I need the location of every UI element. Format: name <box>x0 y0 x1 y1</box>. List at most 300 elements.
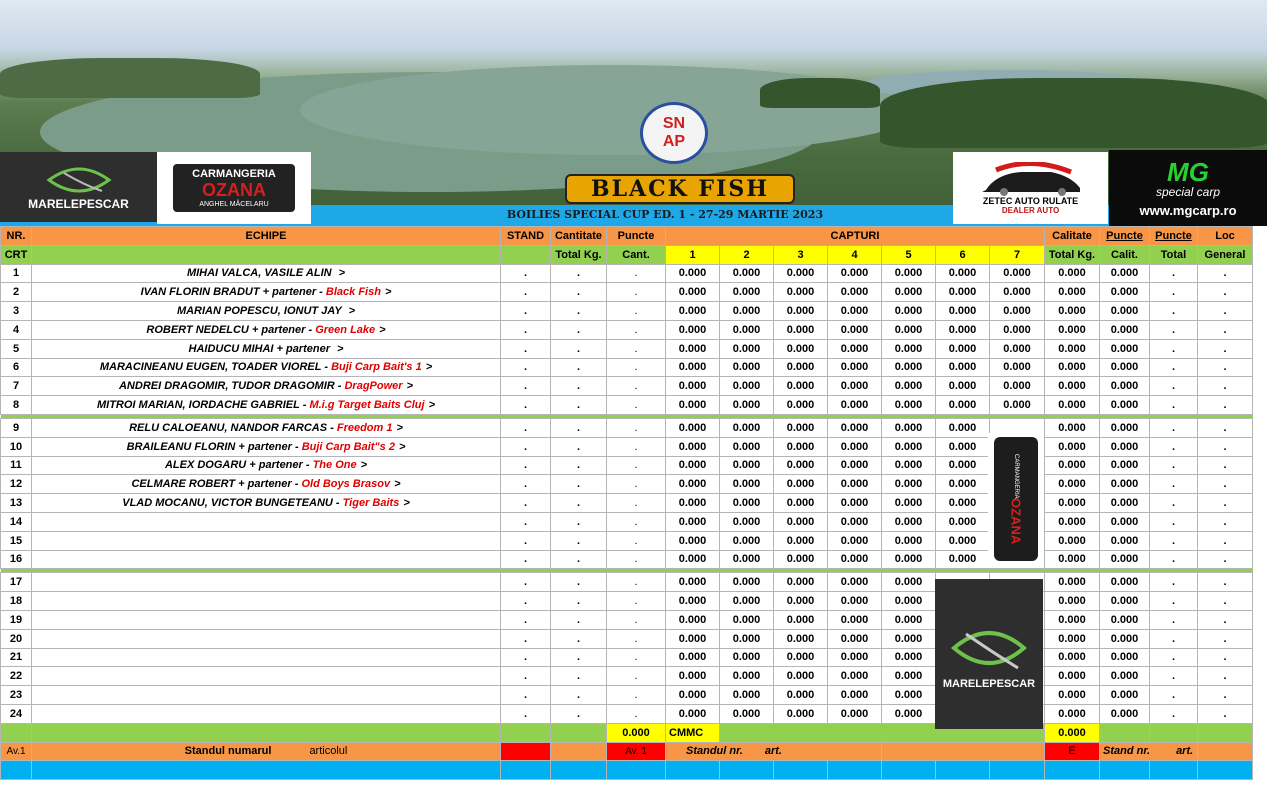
capture-cell: 0.000 <box>828 456 882 475</box>
calitate-cell: 0.000 <box>1045 377 1100 396</box>
cantitate-cell: . <box>551 686 607 705</box>
loc-cell: . <box>1198 377 1253 396</box>
stand-cell: . <box>501 667 551 686</box>
capture-cell: 0.000 <box>774 475 828 494</box>
capture-cell: 0.000 <box>828 396 882 415</box>
table-row <box>1 648 1253 667</box>
loc-cell: . <box>1198 494 1253 513</box>
capture-cell: 0.000 <box>774 437 828 456</box>
loc-cell: . <box>1198 531 1253 550</box>
total-empty <box>1198 723 1253 742</box>
stand-cell: . <box>501 704 551 723</box>
capture-cell: 0.000 <box>774 686 828 705</box>
calitate-cell: 0.000 <box>1045 512 1100 531</box>
row-number: 1 <box>1 264 32 283</box>
row-number: 5 <box>1 339 32 358</box>
calitate-cell: 0.000 <box>1045 667 1100 686</box>
row-number: 17 <box>1 573 32 592</box>
table-row <box>1 456 1253 475</box>
stand-cell: . <box>501 592 551 611</box>
bottom-cell <box>1150 761 1198 780</box>
arrow-icon: > <box>403 497 410 510</box>
capture-cell: 0.000 <box>882 339 936 358</box>
stand-cell: . <box>501 686 551 705</box>
team-cell <box>32 573 501 592</box>
stand-cell: . <box>501 264 551 283</box>
capture-cell: 0.000 <box>828 418 882 437</box>
ozana-table-logo <box>988 433 1044 568</box>
stand-cell: . <box>501 475 551 494</box>
calitate-cell: 0.000 <box>1045 531 1100 550</box>
team-members: MIHAI VALCA, VASILE ALIN <box>186 267 335 280</box>
sinap-logo <box>640 102 708 164</box>
capture-cell: 0.000 <box>720 437 774 456</box>
puncte-cell: . <box>607 456 666 475</box>
header-row-1 <box>1 227 1253 246</box>
total-empty <box>551 723 607 742</box>
capture-cell: 0.000 <box>666 302 720 321</box>
capture-cell: 0.000 <box>882 704 936 723</box>
loc-cell: . <box>1198 475 1253 494</box>
puncte-calit-cell: 0.000 <box>1100 573 1150 592</box>
capture-cell: 0.000 <box>882 320 936 339</box>
articolul: articolul <box>309 745 348 758</box>
capture-cell: 0.000 <box>882 629 936 648</box>
arrow-icon: > <box>338 267 346 280</box>
team-cell <box>32 610 501 629</box>
team-cell <box>32 320 501 339</box>
team-members: ALEX DOGARU + partener - <box>164 459 313 472</box>
calitate-cell: 0.000 <box>1045 264 1100 283</box>
capture-cell: 0.000 <box>666 377 720 396</box>
calitate-cell: 0.000 <box>1045 302 1100 321</box>
capture-cell: 0.000 <box>666 283 720 302</box>
puncte-cell: . <box>607 550 666 569</box>
row-number: 8 <box>1 396 32 415</box>
calitate-cell: 0.000 <box>1045 573 1100 592</box>
capture-cell: 0.000 <box>828 531 882 550</box>
mg-line3: www.mgcarp.ro <box>1139 202 1237 218</box>
capture-cell: 0.000 <box>666 592 720 611</box>
team-cell <box>32 667 501 686</box>
loc-cell: . <box>1198 686 1253 705</box>
team-name: M.i.g Target Baits Cluj <box>309 399 425 412</box>
header-capture-6: 6 <box>936 245 990 264</box>
puncte-calit-cell: 0.000 <box>1100 283 1150 302</box>
puncte-calit-cell: 0.000 <box>1100 704 1150 723</box>
capture-cell: 0.000 <box>720 418 774 437</box>
table-row <box>1 418 1253 437</box>
table-row <box>1 396 1253 415</box>
table-row <box>1 573 1253 592</box>
zetec-logo <box>953 152 1108 224</box>
table-row <box>1 667 1253 686</box>
bottom-cell <box>936 761 990 780</box>
standul-label <box>32 742 501 761</box>
carmangeria-line3: ANGHEL MĂCELARU <box>199 201 269 208</box>
calitate-cell: 0.000 <box>1045 550 1100 569</box>
table-row <box>1 531 1253 550</box>
capture-cell: 0.000 <box>882 610 936 629</box>
capture-cell: 0.000 <box>882 283 936 302</box>
capture-cell: 0.000 <box>720 320 774 339</box>
puncte-calit-cell: 0.000 <box>1100 648 1150 667</box>
capture-cell: 0.000 <box>666 339 720 358</box>
team-members: IVAN FLORIN BRADUT + partener - <box>140 286 326 299</box>
puncte-calit-cell: 0.000 <box>1100 377 1150 396</box>
puncte-calit-cell: 0.000 <box>1100 396 1150 415</box>
capture-cell: 0.000 <box>882 494 936 513</box>
cantitate-cell: . <box>551 302 607 321</box>
team-members: RELU CALOEANU, NANDOR FARCAS - <box>129 421 337 434</box>
bottom-cell <box>551 761 607 780</box>
puncte-cell: . <box>607 302 666 321</box>
row-number: 22 <box>1 667 32 686</box>
table-row <box>1 475 1253 494</box>
marele-pescar-table-logo <box>935 579 1043 729</box>
capture-cell: 0.000 <box>936 456 990 475</box>
team-members: MARIAN POPESCU, IONUT JAY <box>176 305 345 318</box>
puncte-calit-cell: 0.000 <box>1100 686 1150 705</box>
calitate-cell: 0.000 <box>1045 320 1100 339</box>
capture-cell: 0.000 <box>936 377 990 396</box>
capture-cell: 0.000 <box>720 610 774 629</box>
stand-cell: . <box>501 358 551 377</box>
bottom-cell <box>990 761 1045 780</box>
loc-cell: . <box>1198 550 1253 569</box>
loc-cell: . <box>1198 339 1253 358</box>
total-cell: . <box>1150 573 1198 592</box>
team-cell <box>32 302 501 321</box>
footer-row <box>1 742 1253 761</box>
av1b-label: Av. 1 <box>607 742 666 761</box>
art: art. <box>764 745 782 758</box>
cantitate-cell: . <box>551 494 607 513</box>
capture-cell: 0.000 <box>720 494 774 513</box>
capture-cell: 0.000 <box>936 358 990 377</box>
capture-cell: 0.000 <box>882 377 936 396</box>
capture-cell: 0.000 <box>882 437 936 456</box>
arrow-icon: > <box>398 440 406 453</box>
capture-cell: 0.000 <box>774 418 828 437</box>
arrow-icon: > <box>428 399 435 412</box>
puncte-calit-cell: 0.000 <box>1100 475 1150 494</box>
mg-logo <box>1109 150 1267 226</box>
cantitate-cell: . <box>551 377 607 396</box>
bottom-cell <box>774 761 828 780</box>
carmangeria-line2: OZANA <box>202 180 266 200</box>
capture-cell: 0.000 <box>990 283 1045 302</box>
capture-cell: 0.000 <box>666 264 720 283</box>
loc-cell: . <box>1198 302 1253 321</box>
capture-cell: 0.000 <box>666 550 720 569</box>
cantitate-cell: . <box>551 531 607 550</box>
header-capture-2: 2 <box>720 245 774 264</box>
capture-cell: 0.000 <box>774 629 828 648</box>
capture-cell: 0.000 <box>882 358 936 377</box>
capture-cell: 0.000 <box>882 686 936 705</box>
cmmc-label: CMMC <box>666 723 720 742</box>
stand-cell: . <box>501 573 551 592</box>
team-cell <box>32 437 501 456</box>
capture-cell: 0.000 <box>828 512 882 531</box>
capture-cell: 0.000 <box>828 648 882 667</box>
stand-cell: . <box>501 437 551 456</box>
team-name: Tiger Baits <box>342 497 400 510</box>
team-members: MARACINEANU EUGEN, TOADER VIOREL - <box>99 361 332 374</box>
header-capture-4: 4 <box>828 245 882 264</box>
team-cell <box>32 629 501 648</box>
capture-cell: 0.000 <box>936 302 990 321</box>
header-total: Total <box>1150 245 1198 264</box>
stand-cell: . <box>501 396 551 415</box>
puncte-cell: . <box>607 418 666 437</box>
capture-cell: 0.000 <box>774 283 828 302</box>
capture-cell: 0.000 <box>666 704 720 723</box>
puncte-cell: . <box>607 264 666 283</box>
loc-cell: . <box>1198 573 1253 592</box>
cantitate-cell: . <box>551 437 607 456</box>
capture-cell: 0.000 <box>774 550 828 569</box>
arrow-icon: > <box>379 323 386 336</box>
table-row <box>1 377 1253 396</box>
team-cell <box>32 264 501 283</box>
puncte-calit-cell: 0.000 <box>1100 494 1150 513</box>
capture-cell: 0.000 <box>720 573 774 592</box>
team-members: MITROI MARIAN, IORDACHE GABRIEL - <box>96 399 310 412</box>
capture-cell: 0.000 <box>666 494 720 513</box>
capture-cell: 0.000 <box>774 512 828 531</box>
arrow-icon: > <box>394 478 401 491</box>
table-row <box>1 629 1253 648</box>
puncte-cell: . <box>607 377 666 396</box>
puncte-calit-cell: 0.000 <box>1100 320 1150 339</box>
header-capture-3: 3 <box>774 245 828 264</box>
capture-cell: 0.000 <box>774 573 828 592</box>
stand-cell: . <box>501 320 551 339</box>
capture-cell: 0.000 <box>720 686 774 705</box>
capture-cell: 0.000 <box>882 531 936 550</box>
total-cell: . <box>1150 667 1198 686</box>
loc-cell: . <box>1198 704 1253 723</box>
table-row <box>1 686 1253 705</box>
puncte-cell: . <box>607 686 666 705</box>
puncte-cell: . <box>607 396 666 415</box>
fish-icon <box>44 163 114 197</box>
puncte-calit-cell: 0.000 <box>1100 456 1150 475</box>
team-name: Freedom 1 <box>336 421 393 434</box>
header-capture-5: 5 <box>882 245 936 264</box>
tree-line <box>760 78 880 108</box>
capture-cell: 0.000 <box>828 475 882 494</box>
stand-cell: . <box>501 550 551 569</box>
bottom-row <box>1 761 1253 780</box>
stand-cell: . <box>501 377 551 396</box>
capture-cell: 0.000 <box>774 667 828 686</box>
capture-cell: 0.000 <box>666 667 720 686</box>
e-label: E <box>1045 742 1100 761</box>
capture-cell: 0.000 <box>882 648 936 667</box>
capture-cell: 0.000 <box>828 358 882 377</box>
row-number: 6 <box>1 358 32 377</box>
team-members: ANDREI DRAGOMIR, TUDOR DRAGOMIR - <box>118 380 345 393</box>
total-empty <box>1150 723 1198 742</box>
capture-cell: 0.000 <box>990 264 1045 283</box>
calitate-cell: 0.000 <box>1045 358 1100 377</box>
cantitate-cell: . <box>551 573 607 592</box>
capture-cell: 0.000 <box>828 550 882 569</box>
marele-pescar-text: MARELEPESCAR <box>28 197 129 211</box>
puncte-cell: . <box>607 573 666 592</box>
team-cell <box>32 358 501 377</box>
capture-cell: 0.000 <box>990 302 1045 321</box>
loc-cell: . <box>1198 264 1253 283</box>
cantitate-cell: . <box>551 283 607 302</box>
row-number: 13 <box>1 494 32 513</box>
carmangeria-line1: CARMANGERIA <box>192 168 276 180</box>
art2: art. <box>1176 745 1194 758</box>
footer-empty <box>882 742 1045 761</box>
capture-cell: 0.000 <box>936 264 990 283</box>
arrow-icon: > <box>360 459 368 472</box>
arrow-icon: > <box>406 380 413 393</box>
capture-cell: 0.000 <box>666 648 720 667</box>
puncte-cell: . <box>607 437 666 456</box>
loc-cell: . <box>1198 437 1253 456</box>
capture-cell: 0.000 <box>720 283 774 302</box>
header-calit: Calit. <box>1100 245 1150 264</box>
capture-cell: 0.000 <box>666 512 720 531</box>
carmangeria-logo <box>157 152 311 224</box>
marele-pescar-logo <box>0 152 157 222</box>
row-number: 24 <box>1 704 32 723</box>
capture-cell: 0.000 <box>828 339 882 358</box>
cantitate-cell: . <box>551 512 607 531</box>
total-cell: . <box>1150 418 1198 437</box>
capture-cell: 0.000 <box>666 475 720 494</box>
bottom-cell <box>882 761 936 780</box>
capture-cell: 0.000 <box>828 320 882 339</box>
calitate-cell: 0.000 <box>1045 494 1100 513</box>
capture-cell: 0.000 <box>666 320 720 339</box>
calitate-cell: 0.000 <box>1045 592 1100 611</box>
puncte-cell: . <box>607 283 666 302</box>
capture-cell: 0.000 <box>720 396 774 415</box>
team-cell <box>32 531 501 550</box>
puncte-cell: . <box>607 494 666 513</box>
capture-cell: 0.000 <box>828 629 882 648</box>
total-empty <box>1100 723 1150 742</box>
ozana-small-line2: OZANA <box>1008 498 1024 545</box>
header-empty <box>501 245 551 264</box>
table-row <box>1 512 1253 531</box>
capture-cell: 0.000 <box>990 320 1045 339</box>
cantitate-cell: . <box>551 358 607 377</box>
team-name: Buji Carp Bait"s 2 <box>301 440 395 453</box>
team-members: ROBERT NEDELCU + partener - <box>146 323 316 336</box>
loc-cell: . <box>1198 358 1253 377</box>
total-cell: . <box>1150 302 1198 321</box>
capture-cell: 0.000 <box>666 358 720 377</box>
puncte-calit-cell: 0.000 <box>1100 592 1150 611</box>
cantitate-cell: . <box>551 629 607 648</box>
capture-cell: 0.000 <box>720 456 774 475</box>
capture-cell: 0.000 <box>828 704 882 723</box>
total-cell: . <box>1150 494 1198 513</box>
capture-cell: 0.000 <box>936 418 990 437</box>
loc-cell: . <box>1198 592 1253 611</box>
cantitate-cell: . <box>551 456 607 475</box>
header-total-kg: Total Kg. <box>551 245 607 264</box>
team-cell <box>32 494 501 513</box>
capture-cell: 0.000 <box>666 610 720 629</box>
table-row <box>1 302 1253 321</box>
capture-cell: 0.000 <box>666 686 720 705</box>
capture-cell: 0.000 <box>720 531 774 550</box>
capture-cell: 0.000 <box>720 339 774 358</box>
capture-cell: 0.000 <box>774 531 828 550</box>
bottom-cell <box>501 761 551 780</box>
puncte-calit-cell: 0.000 <box>1100 339 1150 358</box>
red-marker <box>501 742 551 761</box>
bottom-cell <box>1198 761 1253 780</box>
header-row-2 <box>1 245 1253 264</box>
header-capturi: CAPTURI <box>666 227 1045 246</box>
header-general: General <box>1198 245 1253 264</box>
team-cell <box>32 648 501 667</box>
row-number: 4 <box>1 320 32 339</box>
capture-cell: 0.000 <box>990 396 1045 415</box>
capture-cell: 0.000 <box>882 592 936 611</box>
loc-cell: . <box>1198 418 1253 437</box>
capture-cell: 0.000 <box>720 592 774 611</box>
tree-line <box>880 78 1267 148</box>
row-number: 19 <box>1 610 32 629</box>
calitate-cell: 0.000 <box>1045 629 1100 648</box>
capture-cell: 0.000 <box>828 494 882 513</box>
capture-cell: 0.000 <box>882 512 936 531</box>
cantitate-cell: . <box>551 648 607 667</box>
calitate-cell: 0.000 <box>1045 610 1100 629</box>
team-name: The One <box>312 459 357 472</box>
capture-cell: 0.000 <box>828 610 882 629</box>
stand-cell: . <box>501 531 551 550</box>
capture-cell: 0.000 <box>774 358 828 377</box>
capture-cell: 0.000 <box>774 339 828 358</box>
table-row <box>1 494 1253 513</box>
total-cell: . <box>1150 283 1198 302</box>
total-empty <box>1 723 32 742</box>
loc-cell: . <box>1198 610 1253 629</box>
stand-nr2-label <box>1100 742 1198 761</box>
stand-cell: . <box>501 610 551 629</box>
cantitate-cell: . <box>551 610 607 629</box>
team-cell <box>32 592 501 611</box>
cantitate-cell: . <box>551 550 607 569</box>
loc-cell: . <box>1198 512 1253 531</box>
loc-cell: . <box>1198 456 1253 475</box>
puncte-calit-cell: 0.000 <box>1100 418 1150 437</box>
footer-empty <box>551 742 607 761</box>
capture-cell: 0.000 <box>774 592 828 611</box>
puncte-cell: . <box>607 629 666 648</box>
puncte-cell: . <box>607 531 666 550</box>
ozana-small-line1: CARMANGERIA <box>1013 453 1019 499</box>
mg-line2: special carp <box>1155 184 1221 199</box>
capture-cell: 0.000 <box>936 339 990 358</box>
black-fish-logo <box>565 174 795 204</box>
capture-cell: 0.000 <box>882 573 936 592</box>
